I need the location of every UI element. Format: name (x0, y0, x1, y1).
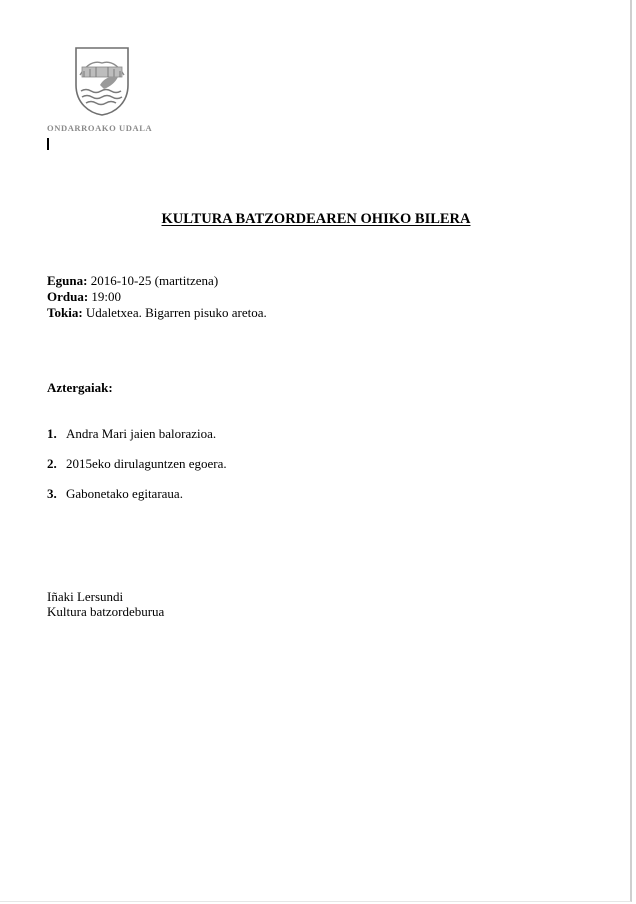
agenda-item-text: 2015eko dirulaguntzen egoera. (66, 456, 227, 471)
agenda-item-number: 2. (47, 456, 57, 471)
detail-value: 2016-10-25 (martitzena) (90, 273, 219, 288)
detail-label: Ordua: (47, 289, 89, 304)
detail-label: Tokia: (47, 305, 83, 320)
agenda-item-text: Andra Mari jaien balorazioa. (66, 426, 217, 441)
signatory-role: Kultura batzordeburua (47, 604, 165, 619)
agenda-item (47, 486, 227, 516)
municipal-crest-logo (70, 45, 134, 117)
detail-label: Eguna: (47, 273, 88, 288)
meeting-details (47, 273, 267, 321)
detail-row-place (47, 305, 267, 321)
detail-value: Udaletxea. Bigarren pisuko aretoa. (85, 305, 267, 320)
agenda-item (47, 456, 227, 486)
detail-row-time (47, 289, 267, 305)
organization-name: ONDARROAKO UDALA (47, 123, 153, 133)
text-cursor (47, 138, 49, 150)
agenda-heading: Aztergaiak: (47, 380, 113, 395)
agenda-list (47, 426, 227, 516)
signatory-name: Iñaki Lersundi (47, 589, 124, 604)
agenda-item (47, 426, 227, 456)
detail-row-date (47, 273, 267, 289)
agenda-item-number: 3. (47, 486, 57, 501)
document-title: KULTURA BATZORDEAREN OHIKO BILERA (161, 211, 471, 227)
detail-value: 19:00 (91, 289, 122, 304)
signature-block (47, 589, 164, 619)
agenda-item-number: 1. (47, 426, 57, 441)
agenda-item-text: Gabonetako egitaraua. (66, 486, 183, 501)
